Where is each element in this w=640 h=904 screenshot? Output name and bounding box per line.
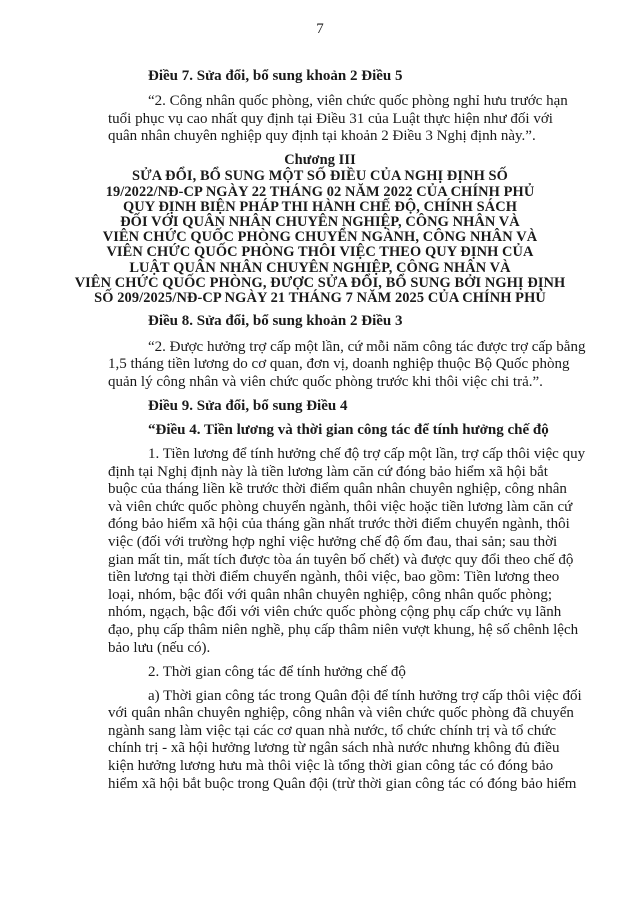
body-text-line: loại, nhóm, bậc đối với quân nhân chuyên nghiệp, công nhân quốc phòng; bbox=[108, 587, 553, 603]
article-heading-line: Điều 7. Sửa đổi, bổ sung khoản 2 Điều 5 bbox=[148, 68, 403, 84]
body-text-line: bảo lưu (nếu có). bbox=[108, 640, 211, 656]
body-text-line: đóng bảo hiểm xã hội của tháng gần nhất trước thời điểm chuyển ngành, thôi bbox=[108, 516, 570, 532]
body-text-line: hiểm xã hội bắt buộc trong Quân đội (trừ thời gian công tác có đóng bảo hiểm bbox=[108, 776, 577, 792]
chapter-heading-line: QUY ĐỊNH BIỆN PHÁP THI HÀNH CHẾ ĐỘ, CHÍNH SÁCH bbox=[123, 199, 517, 215]
body-text-line: gian mất tin, mất tích được tòa án tuyên bố chết) và được quy đổi theo chế độ bbox=[108, 552, 574, 568]
body-text-line: đạo, phụ cấp thâm niên nghề, phụ cấp thâm niên vượt khung, hệ số chênh lệch bbox=[108, 622, 579, 638]
chapter-heading-line: SỬA ĐỔI, BỔ SUNG MỘT SỐ ĐIỀU CỦA NGHỊ ĐỊNH SỐ bbox=[132, 168, 508, 184]
article-heading-line: “Điều 4. Tiền lương và thời gian công tác để tính hưởng chế độ bbox=[148, 422, 549, 438]
article-heading-line: Điều 8. Sửa đổi, bổ sung khoản 2 Điều 3 bbox=[148, 313, 403, 329]
chapter-heading-line: VIÊN CHỨC QUỐC PHÒNG, ĐƯỢC SỬA ĐỔI, BỔ SUNG BỞI NGHỊ ĐỊNH bbox=[74, 275, 566, 291]
body-text-line: “2. Công nhân quốc phòng, viên chức quốc phòng nghỉ hưu trước hạn bbox=[148, 93, 568, 109]
chapter-heading-line: VIÊN CHỨC QUỐC PHÒNG THÔI VIỆC THEO QUY ĐỊNH CỦA bbox=[106, 244, 534, 260]
body-text-line: tuổi phục vụ cao nhất quy định tại Điều 31 của Luật thực hiện như đối với bbox=[108, 111, 553, 127]
body-text-line: chính trị - xã hội hưởng lương từ ngân sách nhà nước nhưng không đủ điều bbox=[108, 740, 560, 756]
body-text-line: “2. Được hưởng trợ cấp một lần, cứ mỗi năm công tác được trợ cấp bằng bbox=[148, 339, 586, 355]
body-text-line: việc (đối với trường hợp nghỉ việc hưởng chế độ ốm đau, thai sản; sau thời bbox=[108, 534, 558, 550]
body-text-line: quân nhân chuyên nghiệp quy định tại khoản 2 Điều 3 Nghị định này.”. bbox=[108, 128, 536, 144]
body-text-line: với quân nhân chuyên nghiệp, công nhân và viên chức quốc phòng đã chuyển bbox=[108, 705, 574, 721]
body-text-line: 2. Thời gian công tác để tính hưởng chế độ bbox=[148, 664, 406, 680]
body-text-line: buộc của tháng liền kề trước thời điểm quân nhân chuyên nghiệp, công nhân bbox=[108, 481, 567, 497]
page-number: 7 bbox=[316, 21, 324, 37]
chapter-heading-line: Chương III bbox=[284, 152, 356, 168]
body-text-line: nhóm, ngạch, bậc đối với viên chức quốc phòng cộng phụ cấp chức vụ lãnh bbox=[108, 604, 562, 620]
body-text-line: 1. Tiền lương để tính hưởng chế độ trợ cấp một lần, trợ cấp thôi việc quy bbox=[148, 446, 586, 462]
body-text-line: a) Thời gian công tác trong Quân đội để tính hưởng trợ cấp thôi việc đối bbox=[148, 688, 582, 704]
body-text-line: tiền lương tại thời điểm chuyển ngành, thôi việc, bao gồm: Tiền lương theo bbox=[108, 569, 560, 585]
chapter-heading-line: LUẬT QUÂN NHÂN CHUYÊN NGHIỆP, CÔNG NHÂN VÀ bbox=[129, 260, 511, 276]
body-text-line: định tại Nghị định này là tiền lương làm căn cứ đóng bảo hiểm xã hội bắt bbox=[108, 464, 548, 480]
body-text-line: kiện hưởng lương hưu mà thôi việc là tổng thời gian công tác có đóng bảo bbox=[108, 758, 554, 774]
body-text-line: và viên chức quốc phòng chuyển ngành, thôi việc hoặc tiền lương làm căn cứ bbox=[108, 499, 573, 515]
chapter-heading-line: SỐ 209/2025/NĐ-CP NGÀY 21 THÁNG 7 NĂM 2025 CỦA CHÍNH PHỦ bbox=[94, 290, 546, 306]
body-text-line: ngành sang làm việc tại các cơ quan nhà nước, tổ chức chính trị và tổ chức bbox=[108, 723, 557, 739]
article-heading-line: Điều 9. Sửa đổi, bổ sung Điều 4 bbox=[148, 398, 348, 414]
chapter-heading-line: VIÊN CHỨC QUỐC PHÒNG CHUYỂN NGÀNH, CÔNG NHÂN VÀ bbox=[102, 229, 538, 245]
chapter-heading-line: ĐỐI VỚI QUÂN NHÂN CHUYÊN NGHIỆP, CÔNG NHÂN VÀ bbox=[120, 214, 520, 230]
body-text-line: quản lý công nhân và viên chức quốc phòng trước khi thôi việc chi trả.”. bbox=[108, 374, 543, 390]
body-text-line: 1,5 tháng tiền lương do cơ quan, đơn vị, doanh nghiệp thuộc Bộ Quốc phòng bbox=[108, 356, 570, 372]
chapter-heading-line: 19/2022/NĐ-CP NGÀY 22 THÁNG 02 NĂM 2022 CỦA CHÍNH PHỦ bbox=[105, 184, 535, 200]
